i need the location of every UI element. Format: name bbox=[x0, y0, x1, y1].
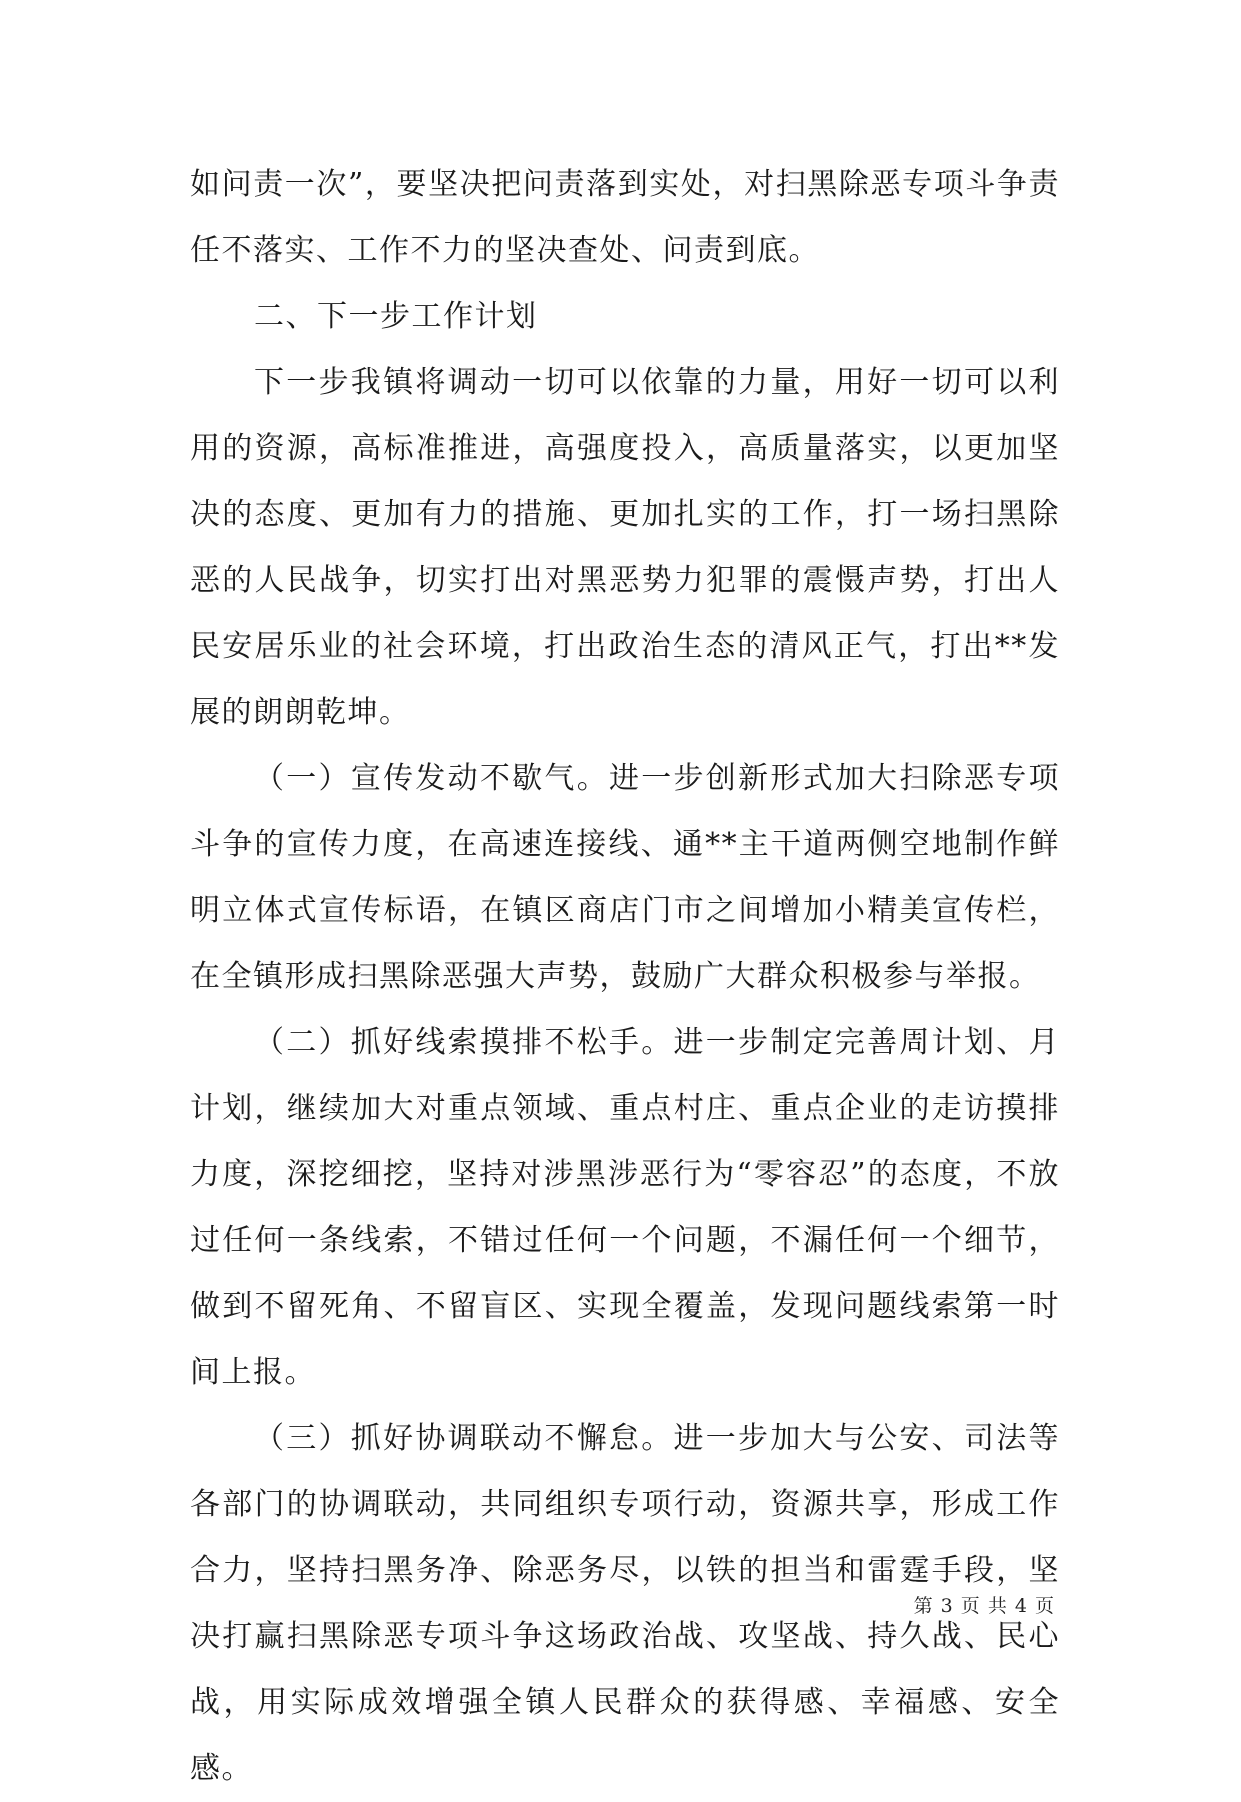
paragraph-item-2: （二）抓好线索摸排不松手。进一步制定完善周计划、月计划，继续加大对重点领域、重点村庄、重点企业的走访摸排力度，深挖细挖，坚持对涉黑涉恶行为“零容忍”的态度，不放过任何一条线索，不错过任何一个问题，不漏任何一个细节，做到不留死角、不留盲区、实现全覆盖，发现问题线索第一时间上报。 bbox=[190, 1025, 1060, 1390]
section-heading: 二、下一步工作计划 bbox=[254, 299, 538, 334]
document-body bbox=[190, 152, 1060, 1802]
paragraph-continuation: 如问责一次”，要坚决把问责落到实处，对扫黑除恶专项斗争责任不落实、工作不力的坚决查处、问责到底。 bbox=[190, 167, 1060, 268]
paragraph-plan-intro: 下一步我镇将调动一切可以依靠的力量，用好一切可以利用的资源，高标准推进，高强度投入，高质量落实，以更加坚决的态度、更加有力的措施、更加扎实的工作，打一场扫黑除恶的人民战争，切实打出对黑恶势力犯罪的震慑声势，打出人民安居乐业的社会环境，打出政治生态的清风正气，打出**发展的朗朗乾坤。 bbox=[190, 365, 1060, 730]
paragraph-item-1: （一）宣传发动不歇气。进一步创新形式加大扫除恶专项斗争的宣传力度，在高速连接线、通**主干道两侧空地制作鲜明立体式宣传标语，在镇区商店门市之间增加小精美宣传栏，在全镇形成扫黑除恶强大声势，鼓励广大群众积极参与举报。 bbox=[190, 761, 1060, 994]
page-number-footer: 第 3 页 共 4 页 bbox=[913, 1595, 1055, 1617]
paragraph-item-3: （三）抓好协调联动不懈怠。进一步加大与公安、司法等各部门的协调联动，共同组织专项行动，资源共享，形成工作合力，坚持扫黑务净、除恶务尽，以铁的担当和雷霆手段，坚决打赢扫黑除恶专项斗争这场政治战、攻坚战、持久战、民心战，用实际成效增强全镇人民群众的获得感、幸福感、安全感。 bbox=[190, 1421, 1060, 1786]
